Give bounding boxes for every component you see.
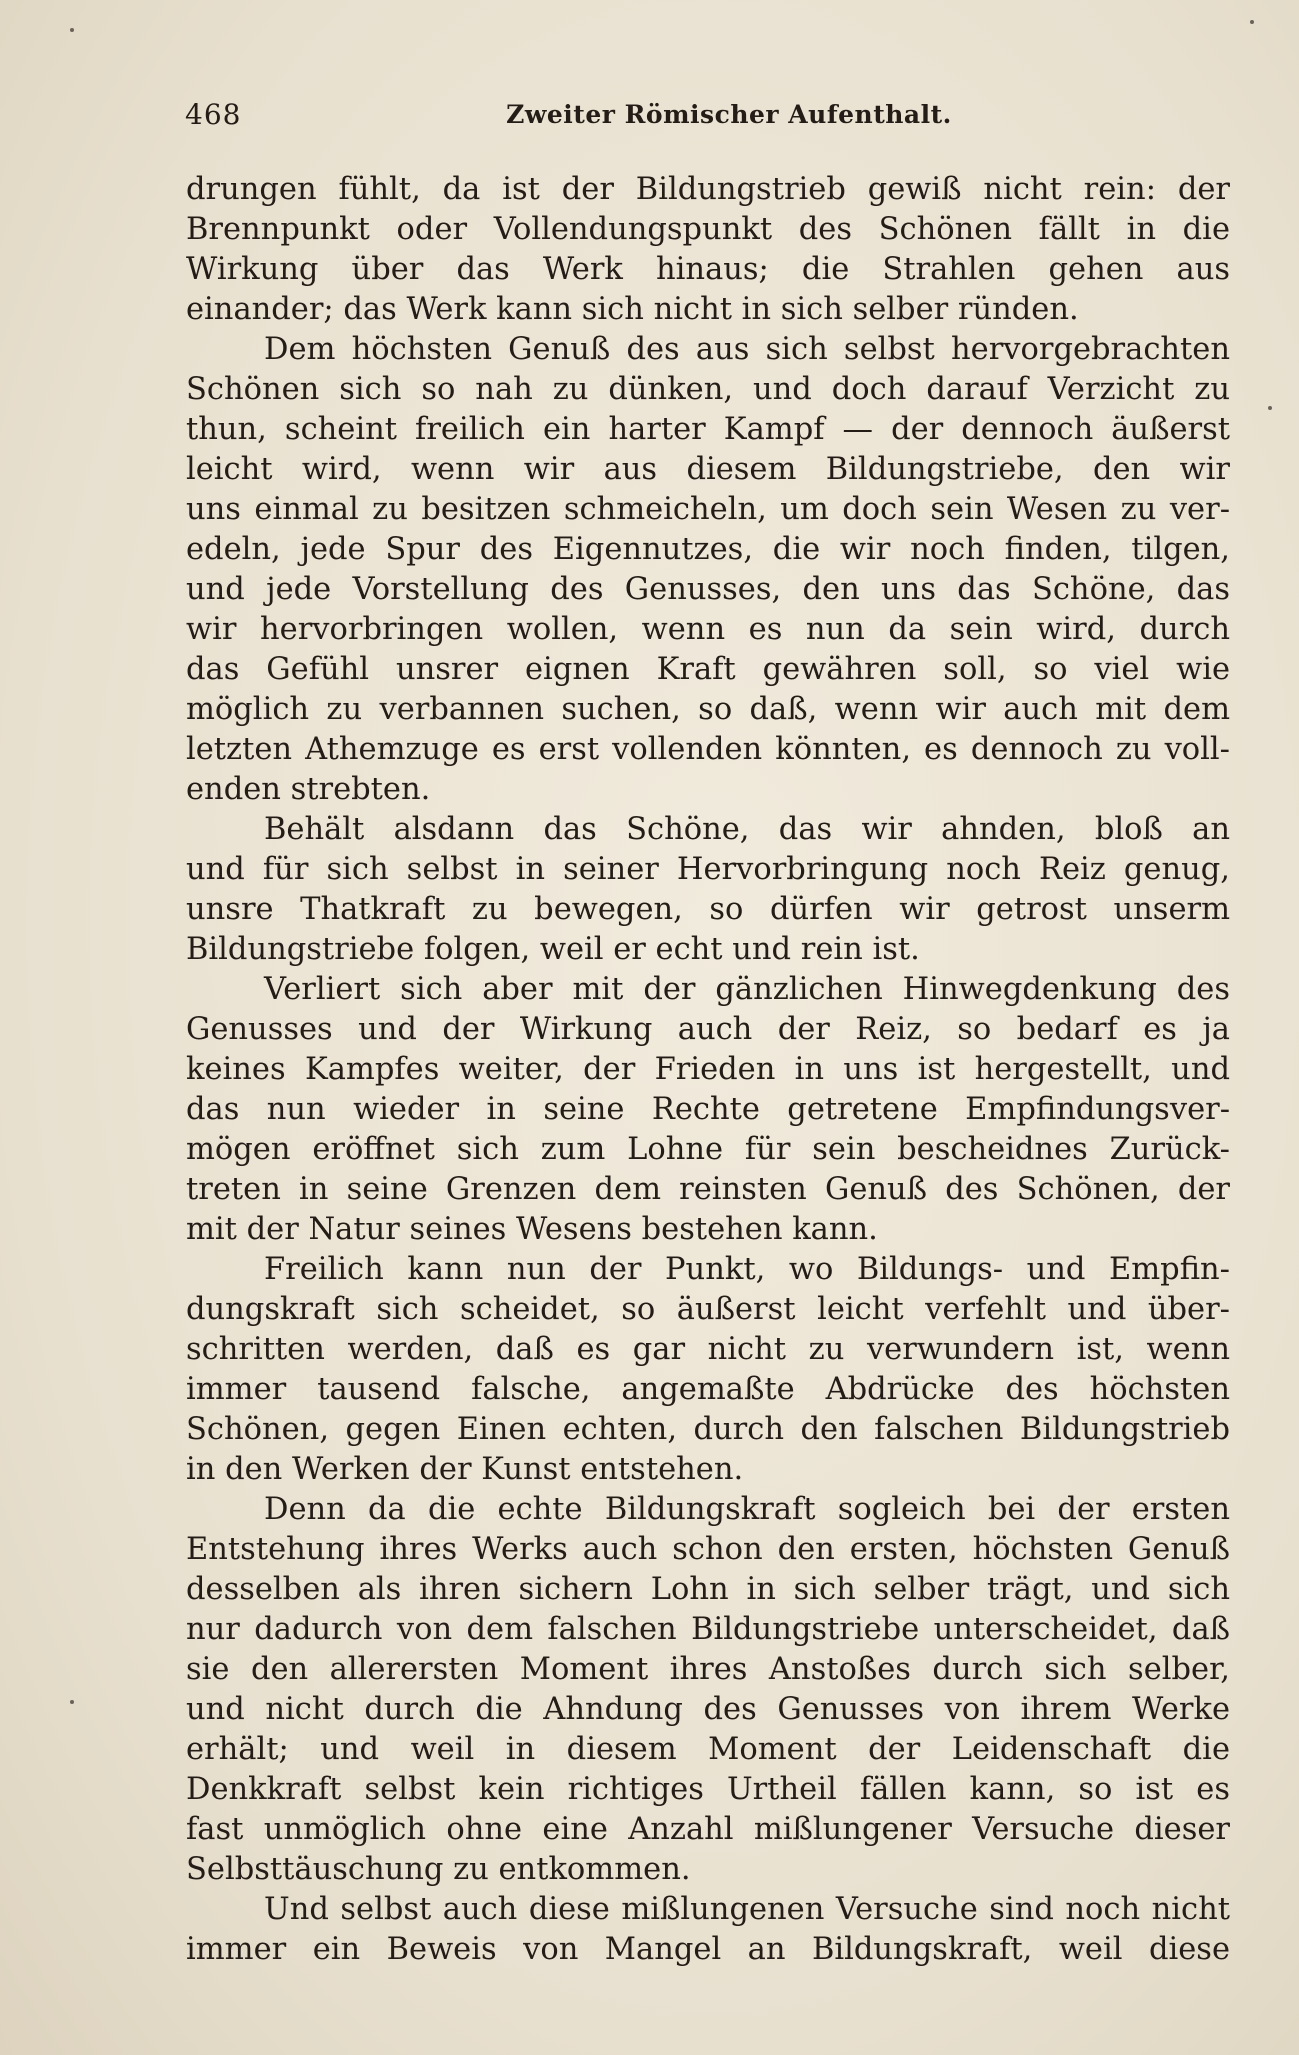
text-line: enden strebten. [186, 772, 431, 807]
text-line: das nun wieder in seine Rechte getretene Empfindungsver- [186, 1092, 1230, 1127]
ink-speck [70, 1700, 74, 1704]
text-line: immer ein Beweis von Mangel an Bildungskraft, weil diese [186, 1932, 1230, 1967]
text-line: fast unmöglich ohne eine Anzahl mißlungener Versuche dieser [186, 1812, 1230, 1847]
ink-speck [1250, 20, 1254, 24]
ink-speck [70, 28, 74, 32]
text-line: mit der Natur seines Wesens bestehen kann. [186, 1212, 878, 1247]
text-line: keines Kampfes weiter, der Frieden in uns ist hergestellt, und [186, 1052, 1230, 1087]
text-line: edeln, jede Spur des Eigennutzes, die wir noch finden, tilgen, [186, 532, 1230, 567]
text-line: möglich zu verbannen suchen, so daß, wenn wir auch mit dem [186, 692, 1230, 727]
text-line: Genusses und der Wirkung auch der Reiz, so bedarf es ja [186, 1012, 1230, 1047]
text-line: Verliert sich aber mit der gänzlichen Hinwegdenkung des [264, 972, 1230, 1007]
text-line: sie den allerersten Moment ihres Anstoßes durch sich selber, [186, 1652, 1230, 1687]
text-line: wir hervorbringen wollen, wenn es nun da sein wird, durch [186, 612, 1230, 647]
text-line: Dem höchsten Genuß des aus sich selbst hervorgebrachten [264, 332, 1230, 367]
body-text [186, 170, 1230, 1970]
running-head: Zweiter Römischer Aufenthalt. [506, 100, 952, 129]
text-line: erhält; und weil in diesem Moment der Leidenschaft die [186, 1732, 1230, 1767]
text-line: Bildungstriebe folgen, weil er echt und rein ist. [186, 932, 920, 967]
text-line: das Gefühl unsrer eignen Kraft gewähren soll, so viel wie [186, 652, 1230, 687]
text-line: Freilich kann nun der Punkt, wo Bildungs- und Empfin- [264, 1252, 1230, 1287]
text-line: Denkkraft selbst kein richtiges Urtheil fällen kann, so ist es [186, 1772, 1230, 1807]
text-line: Und selbst auch diese mißlungenen Versuche sind noch nicht [264, 1892, 1230, 1927]
text-line: letzten Athemzuge es erst vollenden könnten, es dennoch zu voll- [186, 732, 1230, 767]
text-line: drungen fühlt, da ist der Bildungstrieb gewiß nicht rein: der [186, 172, 1230, 207]
text-line: Behält alsdann das Schöne, das wir ahnden, bloß an [264, 812, 1230, 847]
text-line: leicht wird, wenn wir aus diesem Bildungstriebe, den wir [186, 452, 1230, 487]
text-line: Brennpunkt oder Vollendungspunkt des Schönen fällt in die [186, 212, 1230, 247]
text-line: Selbsttäuschung zu entkommen. [186, 1852, 691, 1887]
text-line: in den Werken der Kunst entstehen. [186, 1452, 744, 1487]
text-line: immer tausend falsche, angemaßte Abdrücke des höchsten [186, 1372, 1230, 1407]
text-line: einander; das Werk kann sich nicht in sich selber ründen. [186, 292, 1079, 327]
text-line: und jede Vorstellung des Genusses, den uns das Schöne, das [186, 572, 1230, 607]
text-line: Denn da die echte Bildungskraft sogleich bei der ersten [264, 1492, 1230, 1527]
text-line: unsre Thatkraft zu bewegen, so dürfen wir getrost unserm [186, 892, 1230, 927]
text-line: Wirkung über das Werk hinaus; die Strahlen gehen aus [186, 252, 1230, 287]
text-line: Entstehung ihres Werks auch schon den ersten, höchsten Genuß [186, 1532, 1230, 1567]
text-line: nur dadurch von dem falschen Bildungstriebe unterscheidet, daß [186, 1612, 1230, 1647]
text-line: und nicht durch die Ahndung des Genusses von ihrem Werke [186, 1692, 1230, 1727]
text-line: uns einmal zu besitzen schmeicheln, um doch sein Wesen zu ver- [186, 492, 1230, 527]
text-line: thun, scheint freilich ein harter Kampf — der dennoch äußerst [186, 412, 1230, 447]
text-line: treten in seine Grenzen dem reinsten Genuß des Schönen, der [186, 1172, 1230, 1207]
text-line: Schönen sich so nah zu dünken, und doch darauf Verzicht zu [186, 372, 1230, 407]
text-line: und für sich selbst in seiner Hervorbringung noch Reiz genug, [186, 852, 1230, 887]
text-line: Schönen, gegen Einen echten, durch den falschen Bildungstrieb [186, 1412, 1230, 1447]
text-line: dungskraft sich scheidet, so äußerst leicht verfehlt und über- [186, 1292, 1230, 1327]
page-header [185, 98, 1233, 138]
page-number: 468 [185, 98, 242, 131]
text-line: schritten werden, daß es gar nicht zu verwundern ist, wenn [186, 1332, 1230, 1367]
text-line: mögen eröffnet sich zum Lohne für sein bescheidnes Zurück- [186, 1132, 1230, 1167]
text-line: desselben als ihren sichern Lohn in sich selber trägt, und sich [186, 1572, 1230, 1607]
ink-speck [1268, 406, 1272, 410]
